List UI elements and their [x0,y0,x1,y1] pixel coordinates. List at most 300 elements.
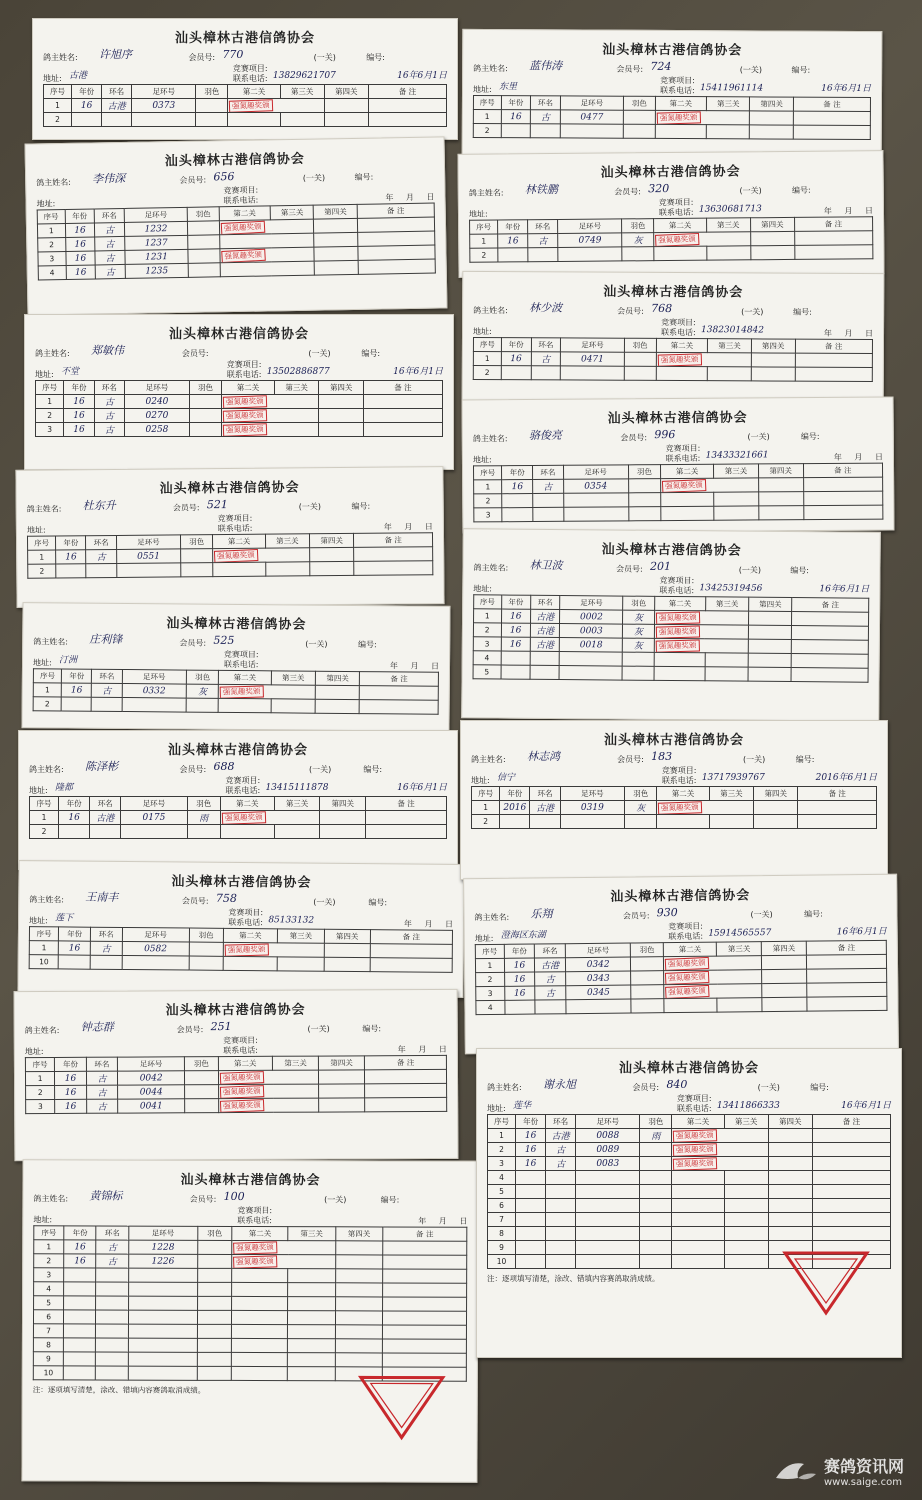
table-row [473,365,872,381]
ring-table [33,668,439,715]
empty-cell [501,366,531,380]
empty-cell [803,491,883,506]
number-label: 编号: [791,65,811,75]
empty-cell [754,815,798,829]
row-index: 1 [29,941,59,955]
column-header: 第二关 [232,1226,288,1240]
column-header: 环名 [102,85,132,99]
row-index: 5 [473,665,501,679]
member-label: 会员号: [617,306,644,316]
color-cell [188,221,220,236]
empty-cell [64,1268,96,1282]
table-row [36,409,443,423]
owner-label: 鸽主姓名: [29,765,64,774]
row-index: 9 [33,1352,63,1366]
color-cell: 雨 [640,1129,672,1143]
column-header: 第四关 [314,204,358,219]
ring-number-cell: 0044 [118,1085,185,1099]
column-header: 备 注 [806,940,886,955]
empty-cell [546,1227,576,1241]
empty-cell [498,248,528,262]
empty-cell [798,815,877,829]
empty-cell [661,506,714,520]
watermark-url: www.saige.com [823,1477,902,1488]
column-header: 环名 [90,927,122,941]
empty-cell [576,1185,640,1199]
leg-label: (一关) [750,910,773,920]
empty-cell [335,1353,382,1367]
column-header: 第四关 [319,1056,365,1070]
empty-cell [628,493,661,507]
table-header [30,797,447,811]
empty-cell [232,1296,288,1310]
empty-cell [576,1199,640,1213]
table-row [29,955,452,973]
red-stamp: 强氮趣奖颁 [665,956,709,970]
empty-cell [576,1241,640,1255]
column-header: 第三关 [288,1227,335,1241]
table-row [473,665,868,682]
row-index: 1 [28,550,56,564]
column-header: 备 注 [794,217,872,232]
leg-label: (一关) [747,432,770,442]
empty-cell [287,1353,334,1367]
ring-number-cell: 0042 [118,1071,185,1085]
ring-table [473,594,870,682]
ring-name-cell: 古 [86,549,116,563]
column-header: 足环号 [565,943,631,958]
table-row [44,99,447,113]
empty-cell [528,247,558,261]
table-row [33,1310,466,1326]
column-header: 第二关 [655,96,706,110]
date-label: 年 月 日 [833,452,883,462]
table-row [488,1227,891,1241]
empty-cell [749,611,792,625]
empty-cell [354,547,433,562]
color-cell [189,942,223,956]
empty-cell [383,1283,467,1297]
year-cell: 16 [502,480,533,494]
empty-cell [560,652,623,667]
column-header: 备 注 [357,203,434,218]
empty-cell [96,1352,128,1366]
member-number: 100 [223,1189,245,1203]
table-header [34,1226,467,1242]
owner-name: 陈泽彬 [85,760,118,773]
phone-value: 13717939767 [701,773,765,783]
phone-label: 联系电话: [661,327,696,338]
empty-cell [335,1241,382,1255]
address-value: 汀洲 [59,655,78,666]
stamp-cell [664,970,762,985]
column-header: 第二关 [657,787,709,801]
red-stamp: 强氮趣奖颁 [220,685,264,698]
red-stamp: 强氮趣奖颁 [229,99,273,113]
empty-cell [232,1324,288,1338]
owner-label: 鸽主姓名: [43,53,78,62]
table-row [28,561,433,579]
ring-number-cell: 1231 [125,249,188,264]
empty-cell [382,1339,466,1353]
empty-cell [748,667,791,681]
empty-cell [792,640,869,655]
column-header: 第四关 [335,1227,382,1241]
table-row [33,1324,466,1340]
empty-cell [792,612,869,627]
year-cell: 16 [65,223,95,238]
empty-cell [186,698,218,712]
empty-cell [750,231,794,245]
row-index: 1 [30,811,59,825]
red-stamp: 强氮趣奖颁 [656,625,700,638]
column-header: 环名 [86,1057,117,1071]
empty-cell [315,260,359,275]
row-index: 2 [472,815,500,829]
color-cell [185,1071,219,1085]
row-index: 2 [30,825,59,839]
owner-label: 鸽主姓名: [468,188,504,198]
table-row [474,505,883,522]
row-index: 2 [33,697,61,711]
empty-cell [640,1213,672,1227]
column-header: 备 注 [798,787,877,801]
empty-cell [382,1325,466,1339]
empty-cell [560,124,623,138]
ring-number-cell: 1226 [128,1254,197,1268]
column-header: 第二关 [219,206,271,221]
column-header: 第四关 [768,1115,812,1129]
empty-cell [132,113,196,127]
leg-label: (一关) [298,502,322,512]
table-row [36,423,443,437]
address-label: 地址: [468,209,488,219]
owner-label: 鸽主姓名: [474,912,510,923]
empty-cell [280,113,324,127]
empty-cell [672,1185,724,1199]
column-header: 第三关 [270,205,314,220]
address-value: 隆都 [55,783,74,793]
row-index: 2 [473,623,501,637]
race-label: 竞赛项目: [661,766,697,775]
empty-cell [803,505,883,520]
date-value: 16年6月1日 [393,367,443,377]
empty-cell [197,1310,232,1324]
table-row [470,245,873,263]
phone-label: 联系电话: [223,659,259,670]
empty-cell [63,1366,95,1380]
race-label: 竞赛项目: [659,575,695,586]
form-title: 汕头樟林古港信鸽协会 [603,733,744,748]
owner-name: 林卫波 [529,558,563,573]
phone-label: 联系电话: [226,370,262,379]
column-header: 羽色 [625,787,657,801]
column-header: 足环号 [118,1057,185,1071]
empty-cell [654,246,706,260]
red-stamp: 强氮趣奖颁 [219,1071,263,1085]
column-header: 序号 [25,1057,54,1071]
empty-cell [504,1000,535,1014]
color-cell [628,479,661,493]
number-label: 编号: [368,898,388,908]
phone-label: 联系电话: [225,786,261,795]
color-cell [197,1254,232,1268]
red-stamp: 强氮趣奖颁 [658,801,702,815]
year-cell: 2016 [500,801,530,815]
form-title: 汕头樟林古港信鸽协会 [607,410,748,427]
row-index: 1 [472,801,500,815]
registration-form [462,396,895,533]
race-label: 竞赛项目: [676,1094,712,1103]
number-label: 编号: [366,53,385,62]
empty-cell [640,1227,672,1241]
watermark-name: 赛鸽资讯网 [823,1457,904,1476]
column-header: 序号 [36,381,64,395]
registration-form [460,720,888,880]
column-header: 年份 [64,1226,96,1240]
column-header: 环名 [90,797,121,811]
column-header: 环名 [94,208,124,223]
owner-name: 郑敏伟 [91,344,124,357]
empty-cell [530,665,560,679]
empty-cell [501,665,531,679]
empty-cell [566,999,632,1014]
ring-name-cell: 古港 [535,958,566,972]
empty-cell [724,1255,768,1269]
empty-cell [319,1070,365,1084]
empty-cell [533,507,564,521]
column-header: 羽色 [631,943,664,957]
column-header: 第四关 [320,797,366,811]
empty-cell [762,997,807,1011]
ring-name-cell: 古 [95,250,125,265]
table-row [34,1296,467,1312]
empty-cell [122,955,189,970]
column-header: 第二关 [220,797,274,811]
leg-label: (一关) [757,1083,780,1092]
empty-cell [271,699,315,713]
empty-cell [768,1129,812,1143]
year-cell: 16 [504,958,535,972]
column-header: 环名 [94,381,124,395]
race-label: 竞赛项目: [660,75,695,86]
color-cell [185,1085,219,1099]
empty-cell [724,1241,768,1255]
empty-cell [546,1171,576,1185]
empty-cell [563,493,628,507]
address-value: 东里 [499,82,518,93]
empty-cell [502,494,533,508]
ring-name-cell: 古港 [546,1129,576,1143]
column-header: 第四关 [754,787,798,801]
empty-cell [795,353,873,367]
empty-cell [807,954,887,969]
registration-form [461,528,881,722]
empty-cell [724,1213,768,1227]
empty-cell [640,1255,672,1269]
column-header: 备 注 [363,381,442,395]
column-header: 序号 [472,787,500,801]
table-row [472,815,877,829]
empty-cell [714,492,759,506]
column-header: 第三关 [709,787,753,801]
member-label: 会员号: [620,433,648,443]
red-stamp: 强氮趣奖颁 [223,423,267,437]
member-number: 656 [213,170,235,184]
row-index: 1 [44,99,72,113]
row-index: 1 [34,1240,64,1254]
column-header: 备 注 [370,930,452,945]
member-label: 会员号: [617,755,644,764]
empty-cell [531,366,561,380]
year-cell: 16 [504,986,535,1000]
row-index: 2 [28,564,56,578]
address-value: 信宁 [497,773,516,783]
empty-cell [232,1268,288,1282]
empty-cell [335,1311,382,1325]
column-header: 羽色 [181,535,213,549]
stamp-cell [663,956,761,971]
column-header: 羽色 [640,1115,672,1129]
empty-cell [197,1296,232,1310]
empty-cell [382,1311,466,1325]
color-cell [188,249,220,264]
empty-cell [96,1268,128,1282]
date-label: 年 月 日 [397,1044,447,1055]
registration-form [14,989,459,1161]
column-header: 备 注 [366,797,447,811]
empty-cell [759,492,804,506]
phone-value: 13829621707 [272,71,336,81]
empty-cell [324,957,370,971]
registration-form [25,136,448,315]
owner-label: 鸽主姓名: [35,349,70,358]
address-label: 地址: [472,455,492,465]
registration-form [463,874,899,1055]
empty-cell [96,1366,128,1380]
column-header: 第二关 [663,942,716,957]
table-row [473,123,870,139]
column-header: 第三关 [706,218,750,232]
color-cell [189,395,221,409]
empty-cell [382,1297,466,1311]
empty-cell [370,944,452,959]
ring-name-cell: 古 [535,986,566,1000]
member-number: 758 [215,891,237,905]
column-header: 序号 [475,944,504,958]
column-header: 足环号 [560,96,623,110]
race-label: 竞赛项目: [661,317,696,328]
form-note: 注：逐项填写清楚，涂改、错填内容赛鸽取消成绩。 [487,1274,660,1283]
empty-cell [768,1143,812,1157]
form-title: 汕头樟林古港信鸽协会 [603,284,744,301]
empty-cell [365,1069,447,1083]
empty-cell [724,1199,768,1213]
column-header: 第四关 [315,671,359,685]
row-index: 3 [474,508,503,522]
phone-label: 联系电话: [223,195,259,206]
column-header: 第二关 [223,928,278,942]
empty-cell [812,1129,890,1143]
ring-number-cell: 1228 [129,1240,198,1254]
row-index: 1 [25,1071,54,1085]
owner-name: 李伟深 [92,171,126,186]
phone-value: 13411866333 [716,1101,780,1111]
form-title: 汕头樟林古港信鸽协会 [600,164,741,181]
address-value: 不堂 [61,367,80,377]
column-header: 环名 [531,338,561,352]
race-label: 竞赛项目: [225,776,261,785]
ring-name-cell: 古 [86,1099,117,1113]
address-label: 地址: [473,584,493,594]
empty-cell [622,652,654,666]
member-label: 会员号: [179,765,207,774]
empty-cell [546,1185,576,1199]
ring-number-cell: 0002 [560,610,623,625]
row-index: 2 [473,365,501,379]
empty-cell [92,697,122,711]
stamp-cell [656,352,751,366]
date-label: 年 月 日 [418,1216,468,1226]
empty-cell [213,562,265,576]
empty-cell [64,1296,96,1310]
ring-number-cell: 0089 [576,1143,640,1157]
empty-cell [531,124,561,138]
column-header: 环名 [531,96,561,110]
ring-number-cell: 0332 [122,684,187,699]
row-index: 8 [33,1338,63,1352]
column-header: 备 注 [793,97,870,111]
red-stamp: 强氮趣奖颁 [214,549,258,563]
empty-cell [288,1269,335,1283]
column-header: 足环号 [561,338,625,352]
ring-number-cell: 0018 [560,638,623,653]
empty-cell [383,1255,467,1269]
column-header: 第四关 [761,941,806,955]
empty-cell [365,1097,447,1111]
empty-cell [576,1171,640,1185]
ring-table [29,926,453,973]
color-cell [181,549,213,563]
phone-label: 联系电话: [676,1104,712,1113]
row-index: 2 [34,1254,64,1268]
empty-cell [501,124,531,138]
empty-cell [96,1324,128,1338]
empty-cell [672,1213,724,1227]
empty-cell [807,968,887,983]
form-title: 汕头樟林古港信鸽协会 [602,42,743,59]
column-header: 备 注 [803,463,883,478]
owner-label: 鸽主姓名: [487,1083,522,1092]
form-title: 汕头樟林古港信鸽协会 [610,888,751,905]
empty-cell [231,1352,287,1366]
number-label: 编号: [363,765,383,774]
ring-table [469,216,873,263]
empty-cell [535,1000,566,1014]
table-row [34,1254,467,1270]
stamp-cell [220,261,315,277]
stamp-cell [655,110,750,124]
owner-label: 鸽主姓名: [473,305,508,316]
row-index: 4 [476,1000,505,1014]
color-cell [640,1143,672,1157]
stamp-cell [222,395,319,409]
color-cell [631,985,664,999]
column-header: 年份 [501,595,531,609]
ring-name-cell: 古 [531,352,561,366]
column-header: 第四关 [750,97,794,111]
date-value: 16年6月1日 [397,783,447,793]
